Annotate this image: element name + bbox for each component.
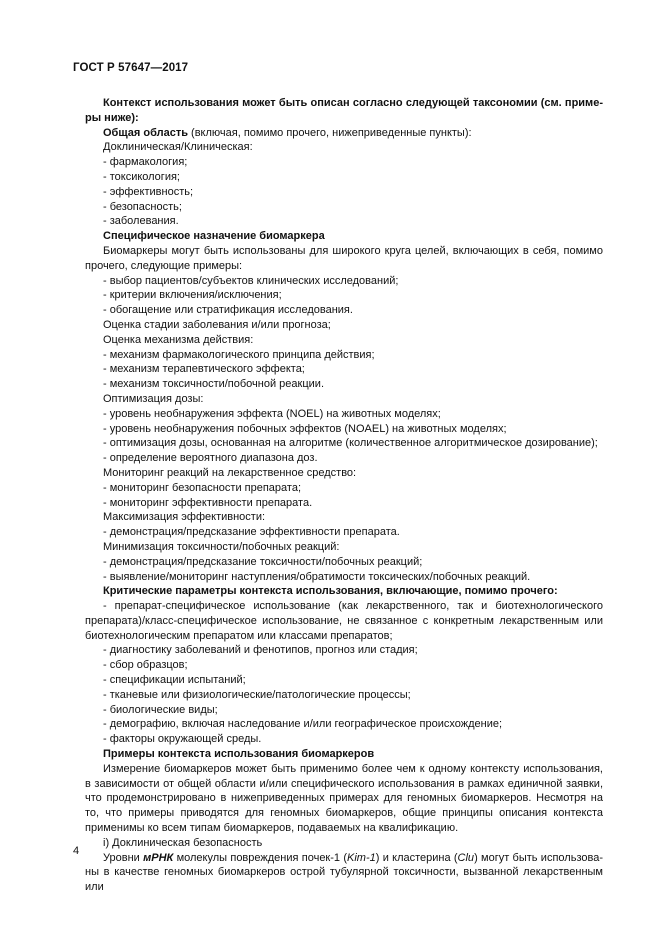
general-area-title: Общая область xyxy=(103,126,188,139)
intro-paragraph: Контекст использования может быть описан согласно следующей таксономии (см. примеры ниже): xyxy=(85,97,603,124)
list-item: - эффективность; xyxy=(103,185,194,198)
list-item: - механизм фармакологического принципа действия; xyxy=(103,348,375,361)
standard-header: ГОСТ Р 57647—2017 xyxy=(73,62,189,74)
list-item: - выявление/мониторинг наступления/обратимости токсических/побочных реакций. xyxy=(103,570,531,583)
list-item: - механизм токсичности/побочной реакции. xyxy=(103,378,324,391)
list-item: - критерии включения/исключения; xyxy=(103,289,282,302)
critical-first-item: - препарат-специфическое использование (как лекарственного, так и биотехнологического препарата)/класс-специфическое использование, не связанное с конкретным лекарственным или биотехнологическим препаратом или классами препаратов; xyxy=(85,600,603,642)
examples-title: Примеры контекста использования биомаркеров xyxy=(103,748,375,761)
list-item: - безопасность; xyxy=(103,200,182,213)
text-run: ) могут быть использованы в качестве геномных биомаркеров острой тубулярной токсичности, вызванной лекарственным или xyxy=(85,851,603,894)
list-item: - фармакология; xyxy=(103,156,188,169)
monitoring-title: Мониторинг реакций на лекарственное средство: xyxy=(103,466,357,479)
list-item: - мониторинг эффективности препарата. xyxy=(103,496,313,509)
maximization-title: Максимизация эффективности: xyxy=(103,511,266,524)
specific-purpose-title: Специфическое назначение биомаркера xyxy=(103,230,325,243)
list-item: - мониторинг безопасности препарата; xyxy=(103,481,301,494)
list-item: - уровень необнаружения эффекта (NOEL) на животных моделях; xyxy=(103,407,441,420)
text-run: ) и кластерина ( xyxy=(375,851,458,864)
mechanism-title: Оценка механизма действия: xyxy=(103,333,254,346)
list-item: - факторы окружающей среды. xyxy=(103,733,262,746)
list-item: - сбор образцов; xyxy=(103,659,188,672)
examples-paragraph: Измерение биомаркеров может быть применимо более чем к одному контексту использования, в зависимости от общей области и/или специфического использования в рамках единичной заявки, что продемонстрировано в нижеприведенных примерах для геномных биомаркеров. Несмотря на то, что примеры приводятся для геномных биомаркеров, общие принципы описания контекста применимы ко всем типам биомаркеров, подаваемых на квалификацию. xyxy=(85,762,603,835)
list-item: - демографию, включая наследование и/или географическое происхождение; xyxy=(103,718,503,731)
stage-assessment: Оценка стадии заболевания и/или прогноза; xyxy=(103,318,331,331)
text-run: Уровни xyxy=(103,851,144,864)
list-item: - тканевые или физиологические/патологические процессы; xyxy=(103,688,411,701)
list-item: - демонстрация/предсказание эффективности препарата. xyxy=(103,526,400,539)
general-area-subtitle: Доклиническая/Клиническая: xyxy=(103,141,253,154)
list-item: - демонстрация/предсказание токсичности/побочных реакций; xyxy=(103,555,423,568)
list-item: - диагностику заболеваний и фенотипов, прогноз или стадия; xyxy=(103,644,418,657)
page-number: 4 xyxy=(73,845,80,857)
clu-term: Clu xyxy=(457,851,475,864)
list-item: - биологические виды; xyxy=(103,703,218,716)
specific-purpose-intro: Биомаркеры могут быть использованы для широкого круга целей, включающих в себя, помимо прочего, следующие примеры: xyxy=(85,244,603,272)
list-item: - выбор пациентов/субъектов клинических исследований; xyxy=(103,274,399,287)
list-item: - обогащение или стратификация исследования. xyxy=(103,304,353,317)
list-item: - оптимизация дозы, основанная на алгоритме (количественное алгоритмическое дозирование); xyxy=(103,437,598,450)
document-body xyxy=(85,96,603,895)
list-item: - заболевания. xyxy=(103,215,179,228)
general-area-suffix: (включая, помимо прочего, нижеприведенные пункты): xyxy=(187,126,472,139)
general-area-line xyxy=(85,126,603,141)
critical-parameters-title: Критические параметры контекста использования, включающие, помимо прочего: xyxy=(103,585,558,598)
minimization-title: Минимизация токсичности/побочных реакций: xyxy=(103,540,340,553)
preclinical-safety-subtitle: i) Доклиническая безопасность xyxy=(103,836,263,849)
list-item: - определение вероятного диапазона доз. xyxy=(103,452,318,465)
list-item: - механизм терапевтического эффекта; xyxy=(103,363,305,376)
list-item: - токсикология; xyxy=(103,170,180,183)
dose-title: Оптимизация дозы: xyxy=(103,392,204,405)
text-run: молекулы повреждения почек-1 ( xyxy=(173,851,347,864)
list-item: - уровень необнаружения побочных эффектов (NOAEL) на животных моделях; xyxy=(103,422,507,435)
mrna-term: мРНК xyxy=(143,851,174,864)
kim-term: Kim-1 xyxy=(347,851,376,864)
mrna-paragraph xyxy=(85,851,603,895)
list-item: - спецификации испытаний; xyxy=(103,674,246,687)
